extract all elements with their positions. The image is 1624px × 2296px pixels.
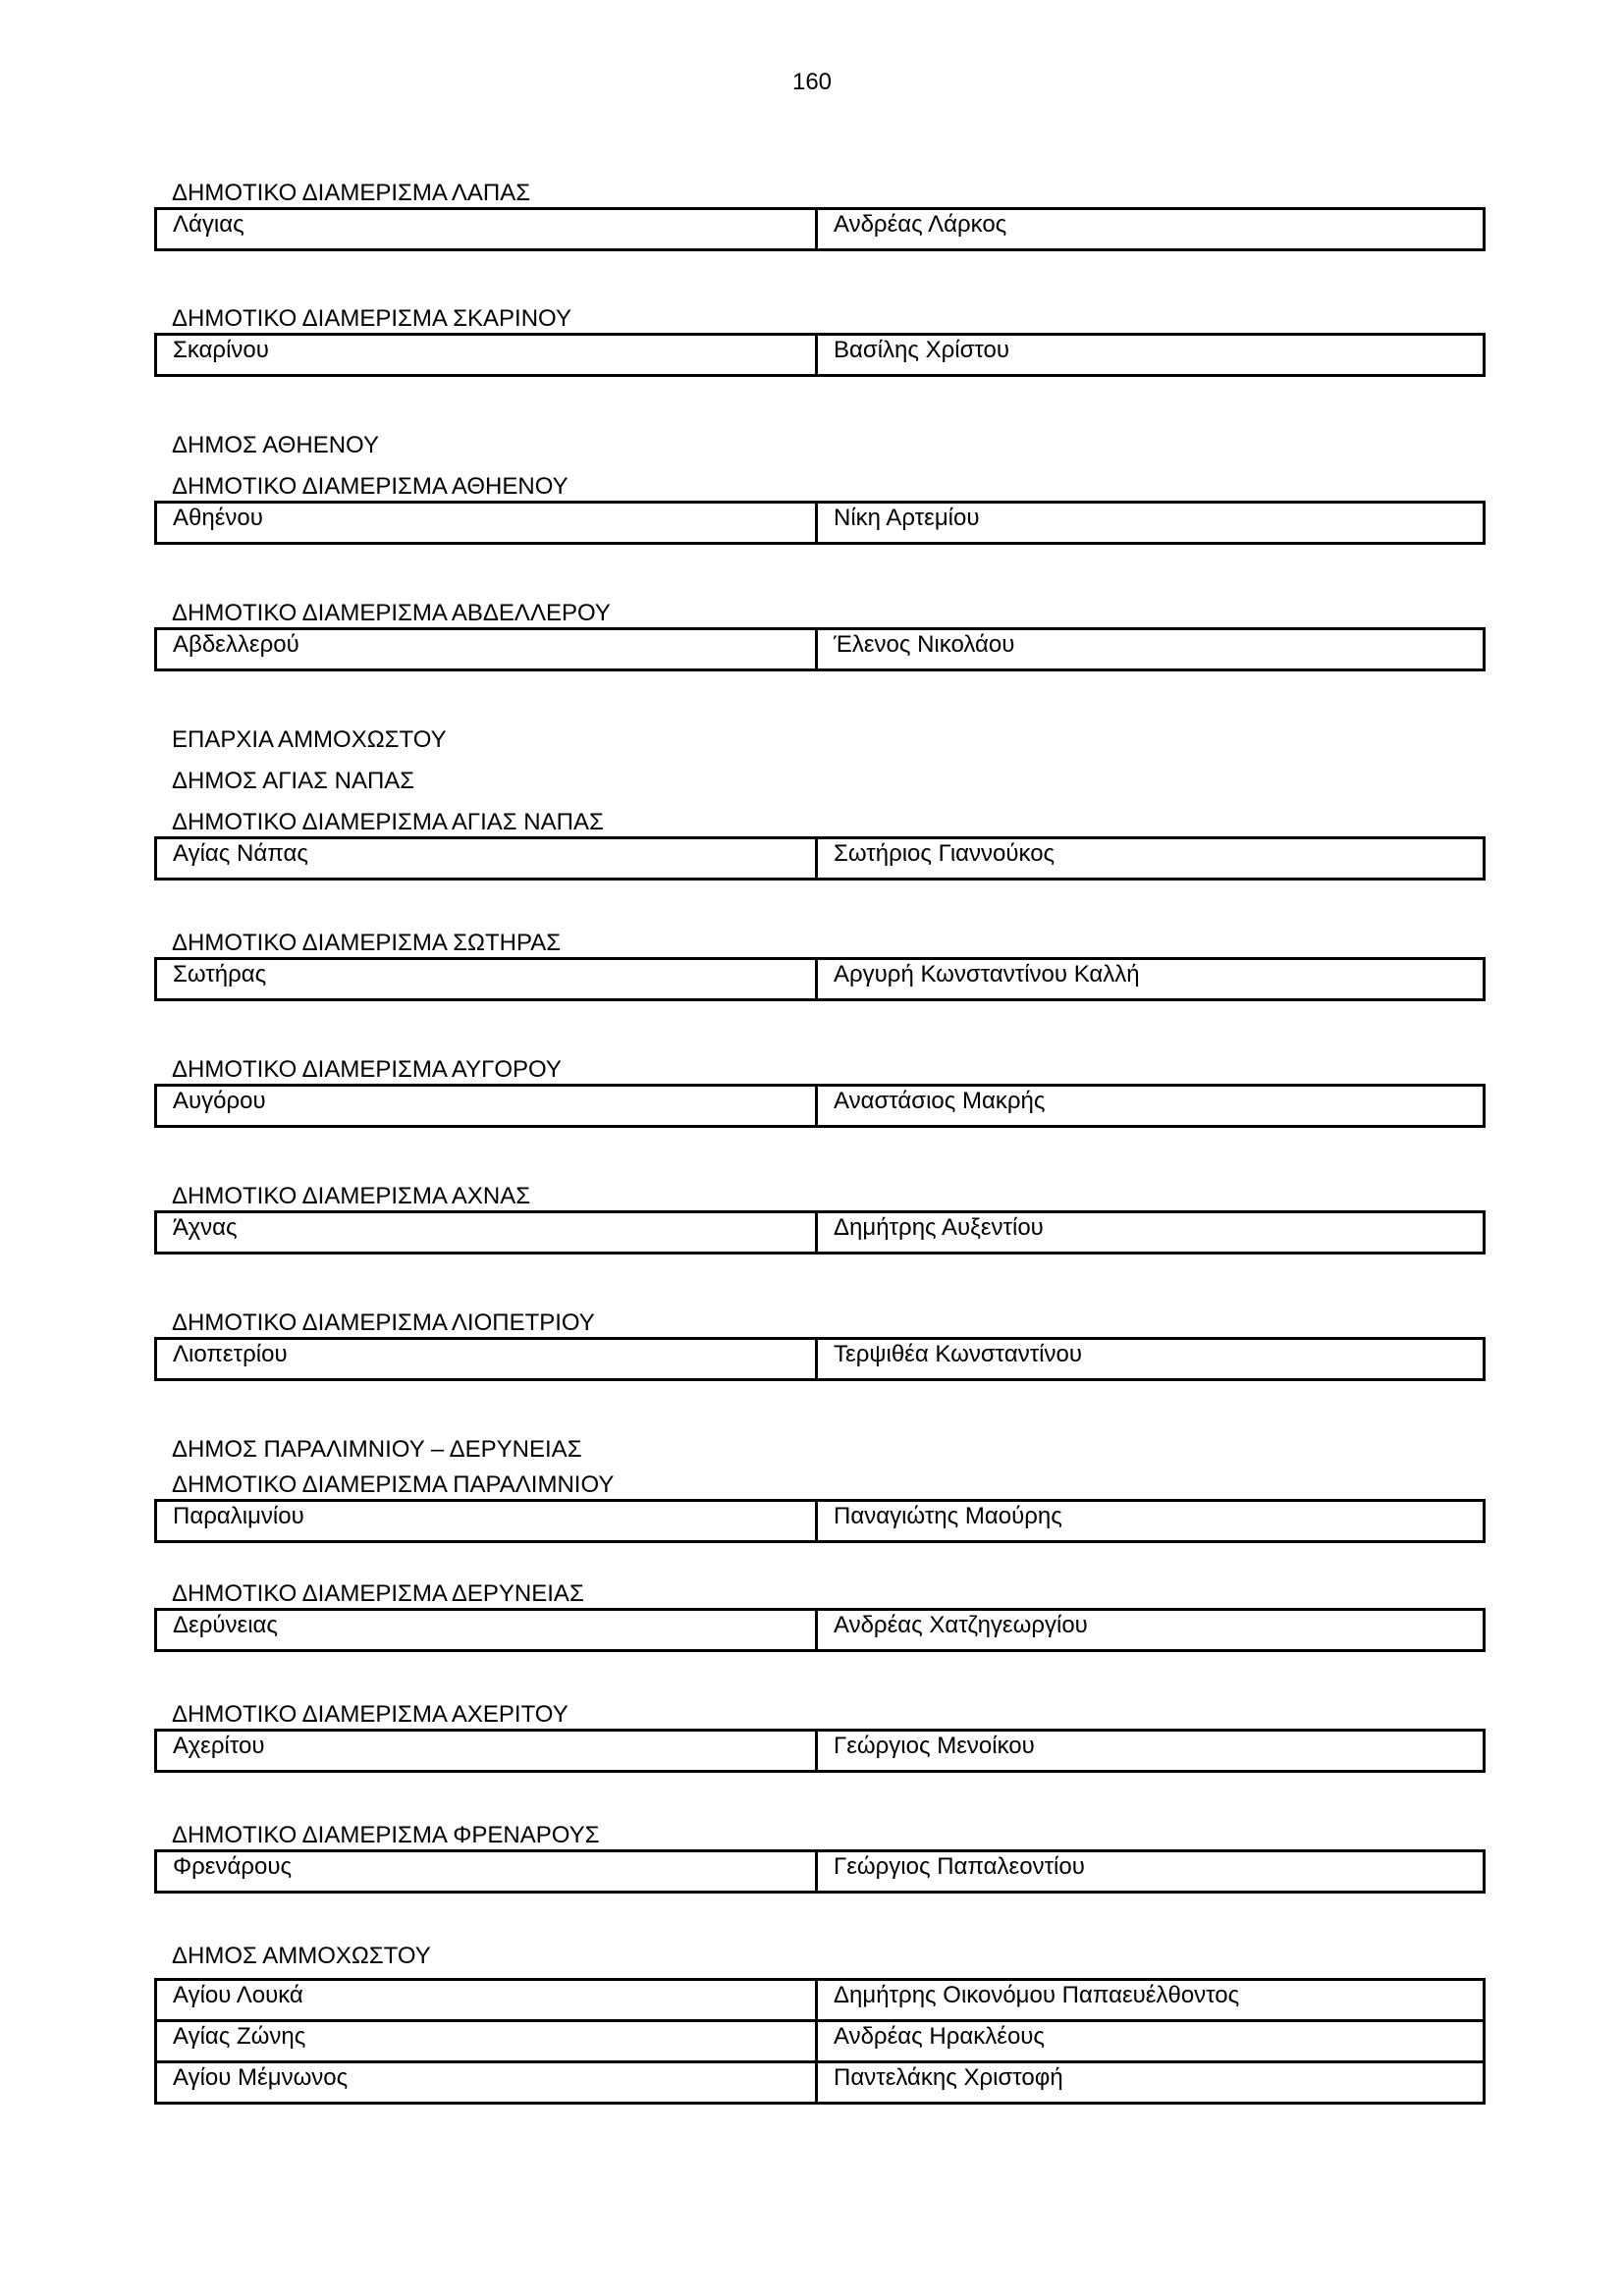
district-cell: Παραλιμνίου [156, 1501, 817, 1542]
table-row [156, 629, 1485, 670]
person-cell: Ανδρέας Χατζηγεωργίου [817, 1610, 1485, 1651]
section-header: ΔΗΜΟΤΙΚΟ ΔΙΑΜΕΡΙΣΜΑ ΑΥΓΟΡΟΥ [172, 1056, 562, 1083]
section-achnas [154, 1183, 1483, 1255]
table-row [156, 209, 1485, 250]
section-table [154, 1499, 1486, 1543]
section-header: ΔΗΜΟΤΙΚΟ ΔΙΑΜΕΡΙΣΜΑ ΣΚΑΡΙΝΟΥ [172, 305, 571, 332]
table-row [156, 1610, 1485, 1651]
person-cell: Γεώργιος Μενοίκου [817, 1731, 1485, 1772]
district-cell: Σωτήρας [156, 959, 817, 1000]
person-cell: Σωτήριος Γιαννούκος [817, 838, 1485, 880]
section-table [154, 1084, 1486, 1128]
district-cell: Αγίας Ζώνης [156, 2021, 817, 2062]
section-header: ΔΗΜΟΤΙΚΟ ΔΙΑΜΕΡΙΣΜΑ ΦΡΕΝΑΡΟΥΣ [172, 1822, 600, 1848]
section-athienou [154, 432, 1483, 545]
section-table [154, 501, 1486, 545]
section-deryneias [154, 1580, 1483, 1652]
district-cell: Αγίας Νάπας [156, 838, 817, 880]
table-row [156, 1086, 1485, 1127]
district-cell: Αβδελλερού [156, 629, 817, 670]
district-cell: Δερύνειας [156, 1610, 817, 1651]
person-cell: Ανδρέας Ηρακλέους [817, 2021, 1485, 2062]
table-row [156, 959, 1485, 1000]
section-header: ΔΗΜΟΤΙΚΟ ΔΙΑΜΕΡΙΣΜΑ ΑΧΝΑΣ [172, 1183, 531, 1209]
section-table [154, 1608, 1486, 1652]
district-cell: Αθηένου [156, 503, 817, 544]
section-header: ΕΠΑΡΧΙΑ ΑΜΜΟΧΩΣΤΟΥ [172, 726, 447, 753]
section-acheritou [154, 1701, 1483, 1773]
table-row [156, 1212, 1485, 1254]
section-table [154, 207, 1486, 251]
section-header: ΔΗΜΟΤΙΚΟ ΔΙΑΜΕΡΙΣΜΑ ΑΒΔΕΛΛΕΡΟΥ [172, 600, 611, 626]
person-cell: Νίκη Αρτεμίου [817, 503, 1485, 544]
section-table [154, 333, 1486, 377]
section-header: ΔΗΜΟΣ ΑΘΗΕΝΟΥ [172, 432, 379, 458]
section-header: ΔΗΜΟΤΙΚΟ ΔΙΑΜΕΡΙΣΜΑ ΑΘΗΕΝΟΥ [172, 473, 568, 500]
section-table [154, 1337, 1486, 1381]
person-cell: Αναστάσιος Μακρής [817, 1086, 1485, 1127]
section-header: ΔΗΜΟΤΙΚΟ ΔΙΑΜΕΡΙΣΜΑ ΣΩΤΗΡΑΣ [172, 930, 562, 956]
table-row [156, 838, 1485, 880]
district-cell: Αγίου Λουκά [156, 1980, 817, 2021]
section-header: ΔΗΜΟΤΙΚΟ ΔΙΑΜΕΡΙΣΜΑ ΠΑΡΑΛΙΜΝΙΟΥ [172, 1471, 615, 1498]
person-cell: Παναγιώτης Μαούρης [817, 1501, 1485, 1542]
section-frenarous [154, 1822, 1483, 1894]
person-cell: Ανδρέας Λάρκος [817, 209, 1485, 250]
table-row [156, 2062, 1485, 2104]
table-row [156, 503, 1485, 544]
section-table [154, 1729, 1486, 1773]
section-avgorou [154, 1056, 1483, 1128]
district-cell: Λιοπετρίου [156, 1339, 817, 1380]
page-number: 160 [791, 69, 833, 95]
section-agias-napas [154, 726, 1483, 881]
table-row [156, 2021, 1485, 2062]
section-paralimniou [154, 1436, 1483, 1543]
section-lapas [154, 180, 1483, 251]
section-avdellerou [154, 600, 1483, 671]
section-table [154, 1210, 1486, 1255]
section-table [154, 627, 1486, 671]
section-table [154, 1849, 1486, 1894]
table-row [156, 1980, 1485, 2021]
person-cell: Παντελάκης Χριστοφή [817, 2062, 1485, 2104]
section-header: ΔΗΜΟΣ ΠΑΡΑΛΙΜΝΙΟΥ – ΔΕΡΥΝΕΙΑΣ [172, 1436, 582, 1463]
district-cell: Λάγιας [156, 209, 817, 250]
section-header: ΔΗΜΟΤΙΚΟ ΔΙΑΜΕΡΙΣΜΑ ΛΑΠΑΣ [172, 180, 531, 206]
section-header: ΔΗΜΟΤΙΚΟ ΔΙΑΜΕΡΙΣΜΑ ΑΓΙΑΣ ΝΑΠΑΣ [172, 809, 604, 835]
table-row [156, 335, 1485, 376]
person-cell: Βασίλης Χρίστου [817, 335, 1485, 376]
section-sotiras [154, 930, 1483, 1001]
person-cell: Έλενος Νικολάου [817, 629, 1485, 670]
section-header: ΔΗΜΟΣ ΑΓΙΑΣ ΝΑΠΑΣ [172, 768, 415, 794]
district-cell: Σκαρίνου [156, 335, 817, 376]
district-cell: Αυγόρου [156, 1086, 817, 1127]
district-cell: Αγίου Μέμνωνος [156, 2062, 817, 2104]
section-skarinou [154, 305, 1483, 377]
person-cell: Δημήτρης Οικονόμου Παπαευέλθοντος [817, 1980, 1485, 2021]
table-row [156, 1501, 1485, 1542]
person-cell: Γεώργιος Παπαλεοντίου [817, 1851, 1485, 1893]
table-row [156, 1339, 1485, 1380]
table-row [156, 1851, 1485, 1893]
person-cell: Τερψιθέα Κωνσταντίνου [817, 1339, 1485, 1380]
section-header: ΔΗΜΟΣ ΑΜΜΟΧΩΣΤΟΥ [172, 1943, 431, 1969]
section-table [154, 836, 1486, 881]
section-header: ΔΗΜΟΤΙΚΟ ΔΙΑΜΕΡΙΣΜΑ ΑΧΕΡΙΤΟΥ [172, 1701, 568, 1728]
section-header: ΔΗΜΟΤΙΚΟ ΔΙΑΜΕΡΙΣΜΑ ΛΙΟΠΕΤΡΙΟΥ [172, 1309, 595, 1336]
section-header: ΔΗΜΟΤΙΚΟ ΔΙΑΜΕΡΙΣΜΑ ΔΕΡΥΝΕΙΑΣ [172, 1580, 584, 1607]
district-cell: Φρενάρους [156, 1851, 817, 1893]
person-cell: Δημήτρης Αυξεντίου [817, 1212, 1485, 1254]
section-table [154, 957, 1486, 1001]
person-cell: Αργυρή Κωνσταντίνου Καλλή [817, 959, 1485, 1000]
district-cell: Άχνας [156, 1212, 817, 1254]
section-liopetriou [154, 1309, 1483, 1381]
section-table [154, 1978, 1486, 2105]
section-ammochostou [154, 1943, 1483, 2105]
table-row [156, 1731, 1485, 1772]
district-cell: Αχερίτου [156, 1731, 817, 1772]
